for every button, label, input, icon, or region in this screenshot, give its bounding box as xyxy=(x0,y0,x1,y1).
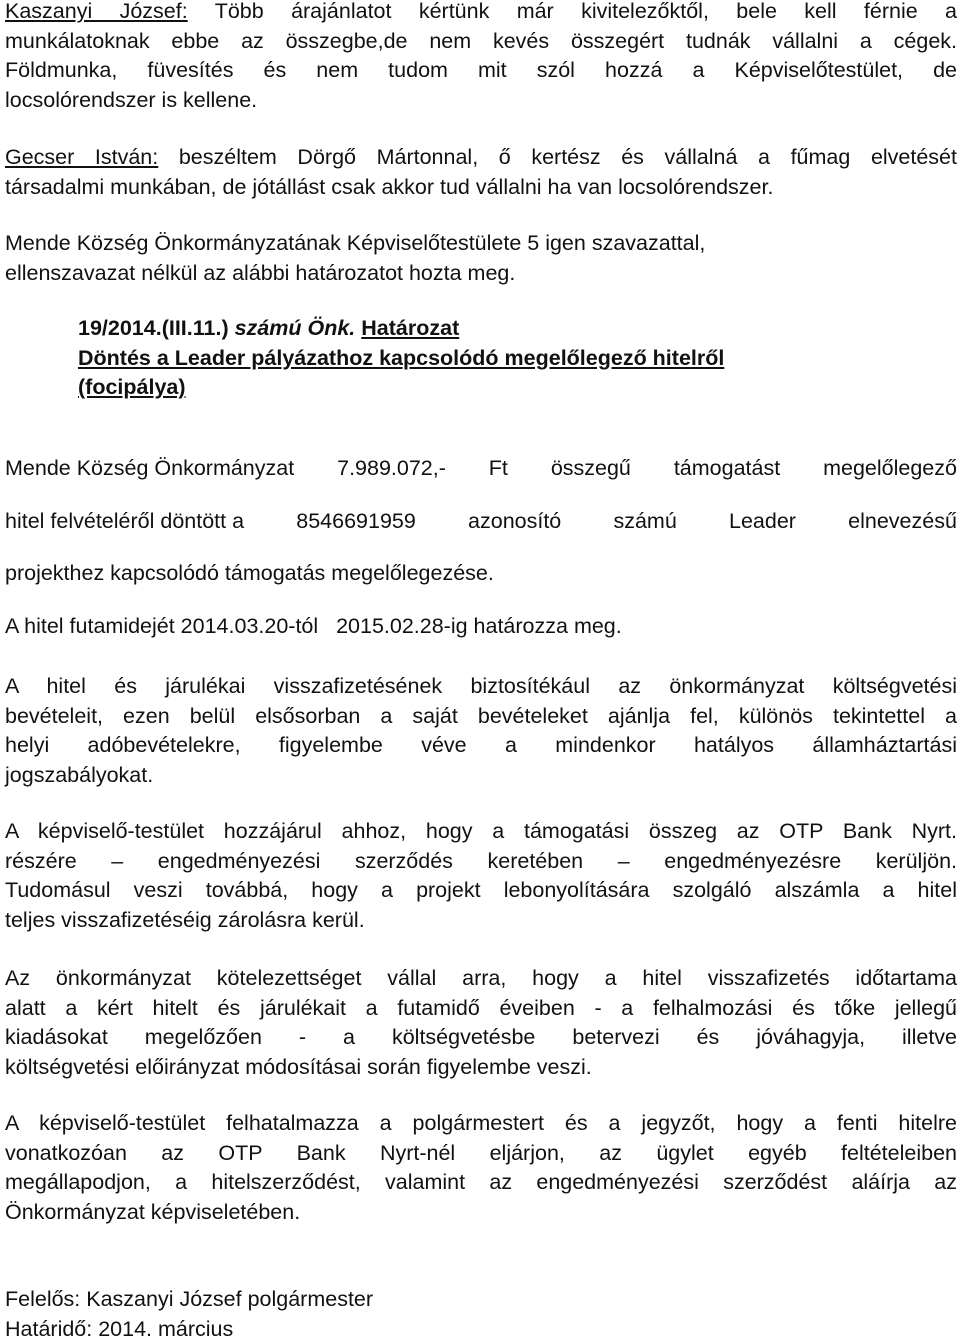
text-line-rest: beszéltem Dörgő Mártonnal, ő kertész és vállalná a fűmag elvetését xyxy=(179,145,957,169)
text-line: Földmunka, füvesítés és nem tudom mit szól hozzá a Képviselőtestület, de xyxy=(5,56,957,86)
text-line: Az önkormányzat kötelezettséget vállal arra, hogy a hitel visszafizetés időtartama xyxy=(5,964,957,994)
text-line: társadalmi munkában, de jótállást csak akkor tud vállalni ha van locsolórendszer. xyxy=(5,173,957,203)
text-line: jogszabályokat. xyxy=(5,761,957,791)
loan-amount: 7.989.072,- xyxy=(337,454,446,484)
text-line: Tudomásul veszi továbbá, hogy a projekt lebonyolítására szolgáló alszámla a hitel xyxy=(5,876,957,906)
resolution-title-cont: (focipálya) xyxy=(78,373,948,403)
resolution-label: Határozat xyxy=(361,316,459,340)
resolution-label-italic: számú Önk. xyxy=(235,316,356,340)
text-line: A hitel és járulékai visszafizetésének biztosítékául az önkormányzat költségvetési xyxy=(5,672,957,702)
text-line: vonatkozóan az OTP Bank Nyrt-nél eljárjon, az ügylet egyéb feltételeiben xyxy=(5,1139,957,1169)
responsibility-footer xyxy=(5,1285,957,1344)
text-line: munkálatoknak ebbe az összegbe,de nem kevés összegért tudnák vállalni a cégek. xyxy=(5,27,957,57)
decision-text: Ft xyxy=(489,454,508,484)
text-line: Mende Község Önkormányzatának Képviselőtestülete 5 igen szavazattal, xyxy=(5,229,957,259)
text-line xyxy=(5,143,957,173)
deadline: Határidő: 2014. március xyxy=(5,1315,957,1344)
text-line: Önkormányzat képviseletében. xyxy=(5,1198,957,1228)
resolution-heading xyxy=(78,314,948,403)
paragraph-consent xyxy=(5,817,957,935)
paragraph-authorization xyxy=(5,1109,957,1227)
responsible-person: Felelős: Kaszanyi József polgármester xyxy=(5,1285,957,1315)
decision-row-1 xyxy=(5,454,957,484)
paragraph-gecser xyxy=(5,143,957,202)
resolution-number-line xyxy=(78,314,948,344)
speaker-name: Gecser István: xyxy=(5,145,158,169)
text-line: megállapodjon, a hitelszerződést, valamint az engedményezési szerződést aláírja az xyxy=(5,1168,957,1198)
decision-row-2 xyxy=(5,507,957,537)
loan-term-text: A hitel futamidejét 2014.03.20-tól 2015.02.28-ig határozza meg. xyxy=(5,612,957,642)
decision-row-3 xyxy=(5,559,957,589)
decision-text: támogatást xyxy=(674,454,780,484)
resolution-title: Döntés a Leader pályázathoz kapcsolódó megelőlegező hitelről xyxy=(78,344,948,374)
speaker-name: Kaszanyi József: xyxy=(5,0,188,23)
text-line: költségvetési előirányzat módosításai során figyelembe veszi. xyxy=(5,1053,957,1083)
text-line: bevételeit, ezen belül elsősorban a saját bevételeket ajánlja fel, különös tekintettel a xyxy=(5,702,957,732)
decision-text: Leader xyxy=(729,507,796,537)
decision-text: megelőlegező xyxy=(823,454,957,484)
text-line: locsolórendszer is kellene. xyxy=(5,86,957,116)
text-line: A képviselő-testület felhatalmazza a polgármestert és a jegyzőt, hogy a fenti hitelre xyxy=(5,1109,957,1139)
decision-text: Mende Község Önkormányzat xyxy=(5,454,294,484)
text-line-rest: Több árajánlatot kértünk már kivitelezőktől, bele kell férnie a xyxy=(215,0,957,23)
text-line: A képviselő-testület hozzájárul ahhoz, hogy a támogatási összeg az OTP Bank Nyrt. xyxy=(5,817,957,847)
text-line xyxy=(5,0,957,27)
loan-term xyxy=(5,612,957,642)
paragraph-obligation xyxy=(5,964,957,1082)
decision-text: számú xyxy=(613,507,676,537)
decision-text: projekthez kapcsolódó támogatás megelőlegezése. xyxy=(5,559,957,589)
text-line: ellenszavazat nélkül az alábbi határozatot hozta meg. xyxy=(5,259,957,289)
decision-text: összegű xyxy=(551,454,631,484)
paragraph-vote xyxy=(5,229,957,288)
resolution-number: 19/2014.(III.11.) xyxy=(78,316,229,340)
text-line: helyi adóbevételekre, figyelembe véve a mindenkor hatályos államháztartási xyxy=(5,731,957,761)
decision-text: azonosító xyxy=(468,507,561,537)
text-line: teljes visszafizetéséig zárolásra kerül. xyxy=(5,906,957,936)
project-id: 8546691959 xyxy=(296,507,416,537)
paragraph-kaszanyi xyxy=(5,0,957,115)
text-line: alatt a kért hitelt és járulékait a futamidő éveiben - a felhalmozási és tőke jellegű xyxy=(5,994,957,1024)
decision-text: elnevezésű xyxy=(848,507,957,537)
paragraph-guarantee xyxy=(5,672,957,790)
text-line: kiadásokat megelőzően - a költségvetésbe betervezi és jóváhagyja, illetve xyxy=(5,1023,957,1053)
decision-text: hitel felvételéről döntött a xyxy=(5,507,244,537)
text-line: részére – engedményezési szerződés keretében – engedményezésre kerüljön. xyxy=(5,847,957,877)
